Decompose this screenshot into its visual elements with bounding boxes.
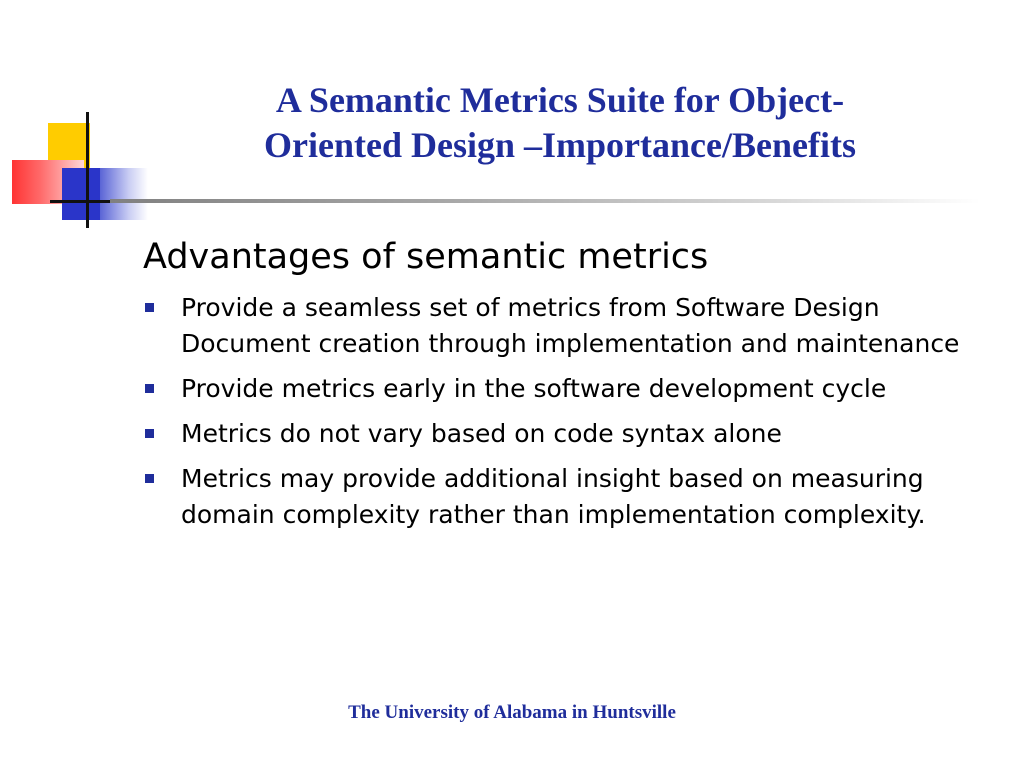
bullet-text: Metrics do not vary based on code syntax alone: [181, 419, 782, 448]
bullet-item: [143, 371, 983, 407]
square-bullet-icon: [145, 429, 154, 438]
bullet-text: Metrics may provide additional insight based on measuring domain complexity rather than implementation complexity.: [181, 464, 926, 529]
slide-content: [143, 232, 983, 542]
content-heading: Advantages of semantic metrics: [143, 237, 709, 277]
footer-text: The University of Alabama in Huntsville: [348, 702, 676, 723]
square-bullet-icon: [145, 384, 154, 393]
blue-fade: [100, 168, 148, 220]
bullet-item: [143, 290, 983, 362]
square-bullet-icon: [145, 474, 154, 483]
square-bullet-icon: [145, 303, 154, 312]
bullet-text: Provide a seamless set of metrics from Software Design Document creation through implementation and maintenance: [181, 293, 960, 358]
slide-title: [120, 78, 1000, 168]
vertical-line: [86, 112, 89, 228]
title-rule: [110, 199, 980, 203]
bullet-list: [143, 290, 983, 533]
bullet-item: [143, 461, 983, 533]
blue-square: [62, 168, 102, 220]
title-line-1: A Semantic Metrics Suite for Object-: [275, 80, 845, 120]
bullet-text: Provide metrics early in the software development cycle: [181, 374, 887, 403]
title-line-2: Oriented Design –Importance/Benefits: [264, 125, 856, 165]
bullet-item: [143, 416, 983, 452]
